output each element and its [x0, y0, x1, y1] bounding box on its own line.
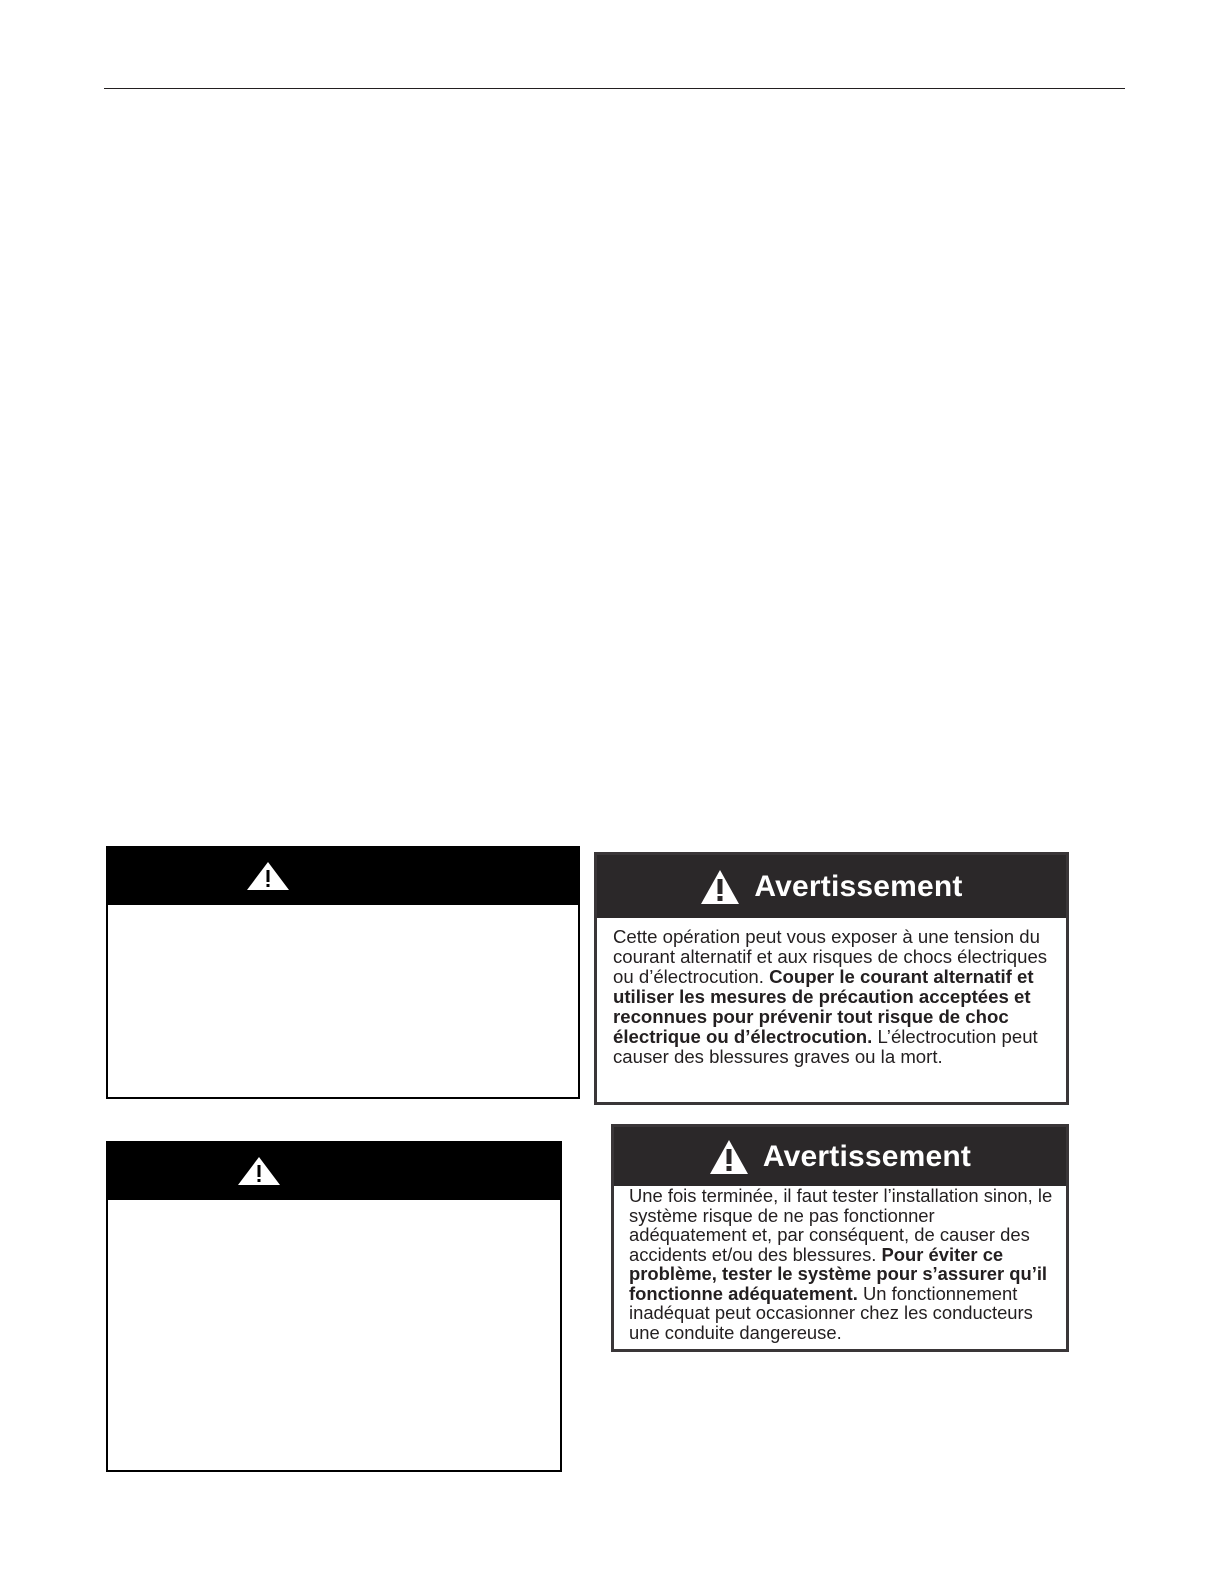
- avertissement-text-bold: Couper le courant alternatif et utiliser les mesures de précaution acceptées et reconnues pour prévenir tout risque de choc électrique ou d’électrocution.: [613, 966, 1034, 1047]
- warning-header-bar: [108, 848, 578, 905]
- warning-triangle-icon: [709, 1139, 749, 1175]
- avertissement-text-bold: Pour éviter ce problème, tester le système pour s’assurer qu’il fonctionne adéquatement.: [629, 1243, 1048, 1304]
- avertissement-text: [614, 1186, 1066, 1342]
- warning-triangle-icon: [700, 869, 740, 905]
- warning-triangle-icon: [237, 1156, 281, 1186]
- avertissement-text-part: Un fonctionnement inadéquat peut occasionner chez les conducteurs une conduite dangereuse.: [629, 1282, 1033, 1343]
- avertissement-label-2: [611, 1124, 1069, 1352]
- avertissement-text-part: L’électrocution peut causer des blessures graves ou la mort.: [613, 1026, 1038, 1067]
- avertissement-text-part: Une fois terminée, il faut tester l’installation sinon, le système risque de ne pas fonctionner adéquatement et, par conséquent, de causer des accidents et/ou des blessures.: [629, 1185, 1053, 1265]
- warning-box-1: [106, 846, 580, 1099]
- avertissement-label-1: [594, 852, 1069, 1105]
- avertissement-text-part: Cette opération peut vous exposer à une tension du courant alternatif et aux risques de chocs électriques ou d’électrocution.: [613, 926, 1048, 987]
- avertissement-header: [614, 1127, 1066, 1186]
- avertissement-title: Avertissement: [754, 869, 963, 903]
- warning-triangle-icon: [246, 861, 290, 891]
- avertissement-header: [597, 855, 1066, 918]
- warning-box-2: [106, 1141, 562, 1472]
- header-rule: [104, 88, 1125, 89]
- avertissement-text: [597, 918, 1066, 1067]
- warning-header-bar: [108, 1143, 560, 1200]
- avertissement-title: Avertissement: [762, 1139, 972, 1173]
